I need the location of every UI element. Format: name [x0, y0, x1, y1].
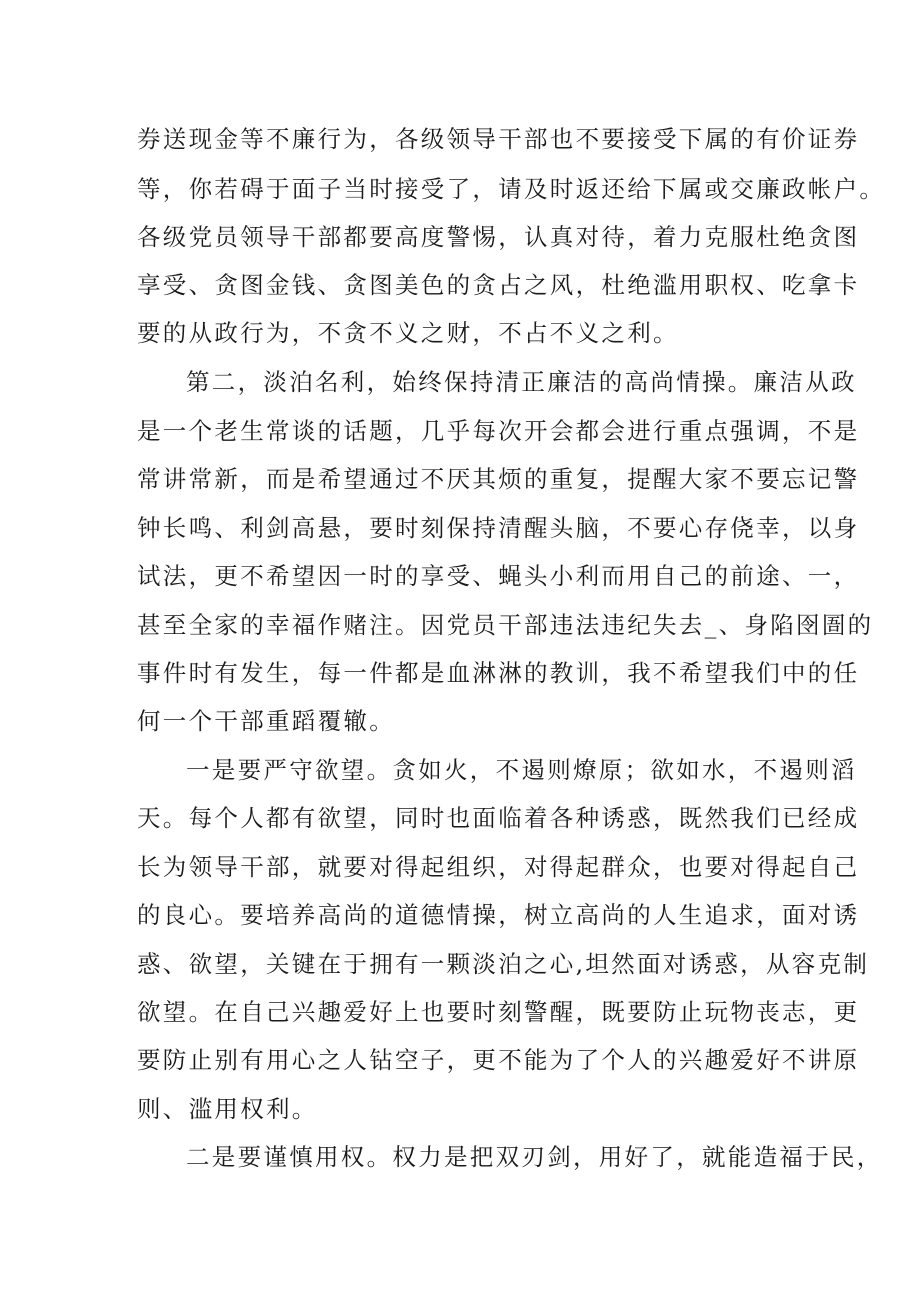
text-line: 等，你若碍于面子当时接受了，请及时返还给下属或交廉政帐户。	[137, 175, 886, 203]
paragraph-start-line: 一是要严守欲望。贪如火，不遏则燎原；欲如水，不遏则滔	[186, 756, 857, 784]
paragraph-start-line: 第二，淡泊名利，始终保持清正廉洁的高尚情操。廉洁从政	[186, 368, 857, 396]
text-line: 享受、贪图金钱、贪图美色的贪占之风，杜绝滥用职权、吃拿卡	[137, 271, 860, 299]
text-line: 试法，更不希望因一时的享受、蝇头小利而用自己的前途、一，	[137, 562, 860, 590]
text-line: 则、滥用权利。	[137, 1095, 318, 1123]
text-line: 是一个老生常谈的话题，几乎每次开会都会进行重点强调，不是	[137, 417, 860, 445]
text-line: 天。每个人都有欲望，同时也面临着各种诱惑，既然我们已经成	[137, 804, 860, 832]
text-line: 要防止别有用心之人钻空子，更不能为了个人的兴趣爱好不讲原	[137, 1046, 860, 1074]
text-line: 甚至全家的幸福作赌注。因党员干部违法违纪失去_、身陷囹圄的	[137, 611, 874, 639]
text-line: 常讲常新，而是希望通过不厌其烦的重复，提醒大家不要忘记警	[137, 465, 860, 493]
text-line: 何一个干部重蹈覆辙。	[137, 707, 395, 735]
text-line: 要的从政行为，不贪不义之财，不占不义之利。	[137, 319, 679, 347]
text-line: 券送现金等不廉行为，各级领导干部也不要接受下属的有价证券	[137, 125, 860, 153]
text-line: 钟长鸣、利剑高悬，要时刻保持清醒头脑，不要心存侥幸，以身	[137, 514, 860, 542]
text-line: 事件时有发生，每一件都是血淋淋的教训，我不希望我们中的任	[137, 659, 860, 687]
text-line: 惑、欲望，关键在于拥有一颗淡泊之心,坦然面对诱惑，从容克制	[137, 950, 870, 978]
paragraph-start-line: 二是要谨慎用权。权力是把双刃剑，用好了，就能造福于民，	[186, 1143, 883, 1171]
text-line: 各级党员领导干部都要高度警惕，认真对待，着力克服杜绝贪图	[137, 223, 860, 251]
text-line: 的良心。要培养高尚的道德情操，树立高尚的人生追求，面对诱	[137, 901, 860, 929]
text-line: 长为领导干部，就要对得起组织，对得起群众，也要对得起自己	[137, 853, 860, 881]
text-line: 欲望。在自己兴趣爱好上也要时刻警醒，既要防止玩物丧志，更	[137, 998, 860, 1026]
